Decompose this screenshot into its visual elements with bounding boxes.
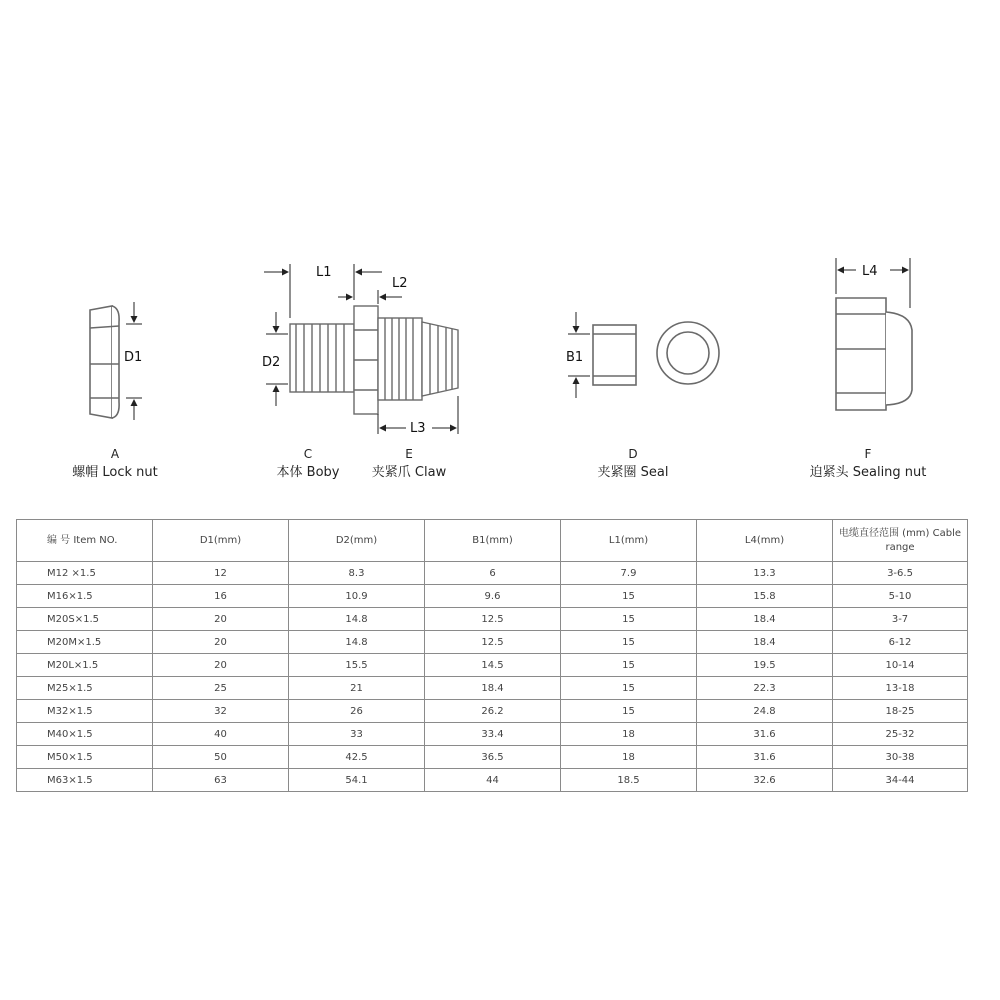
item-no-cell: M20S×1.5 xyxy=(17,608,153,631)
b1-cell: 26.2 xyxy=(425,700,561,723)
lock-nut-drawing xyxy=(90,306,119,418)
table-row xyxy=(17,585,968,608)
cable-range-cell: 5-10 xyxy=(833,585,968,608)
d1-cell: 12 xyxy=(153,562,289,585)
l1-cell: 15 xyxy=(561,631,697,654)
b1-cell: 9.6 xyxy=(425,585,561,608)
item-no-cell: M16×1.5 xyxy=(17,585,153,608)
item-no-cell: M32×1.5 xyxy=(17,700,153,723)
l1-cell: 15 xyxy=(561,700,697,723)
l4-cell: 15.8 xyxy=(697,585,833,608)
l1-label: L1 xyxy=(316,265,332,280)
d1-cell: 20 xyxy=(153,608,289,631)
cable-range-cell: 3-6.5 xyxy=(833,562,968,585)
b1-cell: 12.5 xyxy=(425,631,561,654)
d2-cell: 42.5 xyxy=(289,746,425,769)
part-f-letter: F xyxy=(864,447,872,461)
item-no-cell: M20L×1.5 xyxy=(17,654,153,677)
l4-cell: 24.8 xyxy=(697,700,833,723)
header-l4: L4(mm) xyxy=(697,520,833,562)
claw-drawing xyxy=(422,322,458,396)
l1-cell: 18.5 xyxy=(561,769,697,792)
l4-cell: 31.6 xyxy=(697,723,833,746)
cable-range-cell: 18-25 xyxy=(833,700,968,723)
part-e-letter: E xyxy=(405,447,413,461)
item-no-cell: M12 ×1.5 xyxy=(17,562,153,585)
d1-cell: 50 xyxy=(153,746,289,769)
l2-label: L2 xyxy=(392,276,408,291)
d2-cell: 15.5 xyxy=(289,654,425,677)
table-row xyxy=(17,562,968,585)
d1-cell: 40 xyxy=(153,723,289,746)
table-row xyxy=(17,654,968,677)
table-row xyxy=(17,700,968,723)
header-cable-range: 电缆直径范围 (mm) Cable range xyxy=(833,520,968,562)
specification-table xyxy=(16,519,968,792)
part-d-letter: D xyxy=(628,447,638,461)
item-no-cell: M25×1.5 xyxy=(17,677,153,700)
cable-range-cell: 13-18 xyxy=(833,677,968,700)
d2-label: D2 xyxy=(262,355,281,370)
d2-cell: 54.1 xyxy=(289,769,425,792)
table-row xyxy=(17,608,968,631)
part-a-letter: A xyxy=(110,447,120,461)
b1-label: B1 xyxy=(566,350,584,365)
table-header-row xyxy=(17,520,968,562)
table-row xyxy=(17,746,968,769)
l1-cell: 15 xyxy=(561,654,697,677)
d1-cell: 20 xyxy=(153,631,289,654)
table-row xyxy=(17,769,968,792)
part-e-name: 夹紧爪 Claw xyxy=(371,465,447,480)
sealing-nut-drawing xyxy=(836,298,912,410)
l4-cell: 32.6 xyxy=(697,769,833,792)
cable-range-cell: 6-12 xyxy=(833,631,968,654)
header-d1: D1(mm) xyxy=(153,520,289,562)
l1-cell: 15 xyxy=(561,608,697,631)
b1-cell: 44 xyxy=(425,769,561,792)
b1-cell: 14.5 xyxy=(425,654,561,677)
cable-range-cell: 3-7 xyxy=(833,608,968,631)
l1-cell: 7.9 xyxy=(561,562,697,585)
d2-cell: 10.9 xyxy=(289,585,425,608)
d2-cell: 8.3 xyxy=(289,562,425,585)
l4-cell: 31.6 xyxy=(697,746,833,769)
cable-range-cell: 34-44 xyxy=(833,769,968,792)
table-row xyxy=(17,631,968,654)
table-row xyxy=(17,723,968,746)
item-no-cell: M63×1.5 xyxy=(17,769,153,792)
l1-cell: 15 xyxy=(561,677,697,700)
l4-cell: 18.4 xyxy=(697,608,833,631)
d1-label: D1 xyxy=(124,350,143,365)
d1-cell: 16 xyxy=(153,585,289,608)
d2-cell: 14.8 xyxy=(289,608,425,631)
d1-cell: 25 xyxy=(153,677,289,700)
header-item-no: 编 号 Item NO. xyxy=(17,520,153,562)
l4-cell: 19.5 xyxy=(697,654,833,677)
b1-cell: 33.4 xyxy=(425,723,561,746)
d1-cell: 20 xyxy=(153,654,289,677)
d2-cell: 33 xyxy=(289,723,425,746)
d2-cell: 14.8 xyxy=(289,631,425,654)
b1-cell: 12.5 xyxy=(425,608,561,631)
table-row xyxy=(17,677,968,700)
header-l1: L1(mm) xyxy=(561,520,697,562)
cable-range-cell: 30-38 xyxy=(833,746,968,769)
d2-cell: 21 xyxy=(289,677,425,700)
b1-cell: 36.5 xyxy=(425,746,561,769)
l4-cell: 13.3 xyxy=(697,562,833,585)
part-f-name: 迫紧头 Sealing nut xyxy=(809,465,927,480)
item-no-cell: M20M×1.5 xyxy=(17,631,153,654)
l1-cell: 18 xyxy=(561,723,697,746)
cable-range-cell: 10-14 xyxy=(833,654,968,677)
seal-drawing xyxy=(593,322,719,385)
item-no-cell: M50×1.5 xyxy=(17,746,153,769)
l3-label: L3 xyxy=(410,421,426,436)
b1-cell: 6 xyxy=(425,562,561,585)
l2-dimension xyxy=(338,290,402,304)
l4-label: L4 xyxy=(862,264,878,279)
item-no-cell: M40×1.5 xyxy=(17,723,153,746)
part-a-name: 螺帽 Lock nut xyxy=(72,465,158,480)
body-drawing xyxy=(290,306,422,414)
l1-cell: 15 xyxy=(561,585,697,608)
table-body xyxy=(17,562,968,792)
header-d2: D2(mm) xyxy=(289,520,425,562)
cable-range-cell: 25-32 xyxy=(833,723,968,746)
d1-cell: 32 xyxy=(153,700,289,723)
part-d-name: 夹紧圈 Seal xyxy=(597,465,669,480)
l4-cell: 22.3 xyxy=(697,677,833,700)
d1-cell: 63 xyxy=(153,769,289,792)
d2-cell: 26 xyxy=(289,700,425,723)
l4-cell: 18.4 xyxy=(697,631,833,654)
b1-cell: 18.4 xyxy=(425,677,561,700)
header-b1: B1(mm) xyxy=(425,520,561,562)
part-c-name: 本体 Boby xyxy=(276,465,340,480)
part-c-letter: C xyxy=(303,447,313,461)
l1-cell: 18 xyxy=(561,746,697,769)
